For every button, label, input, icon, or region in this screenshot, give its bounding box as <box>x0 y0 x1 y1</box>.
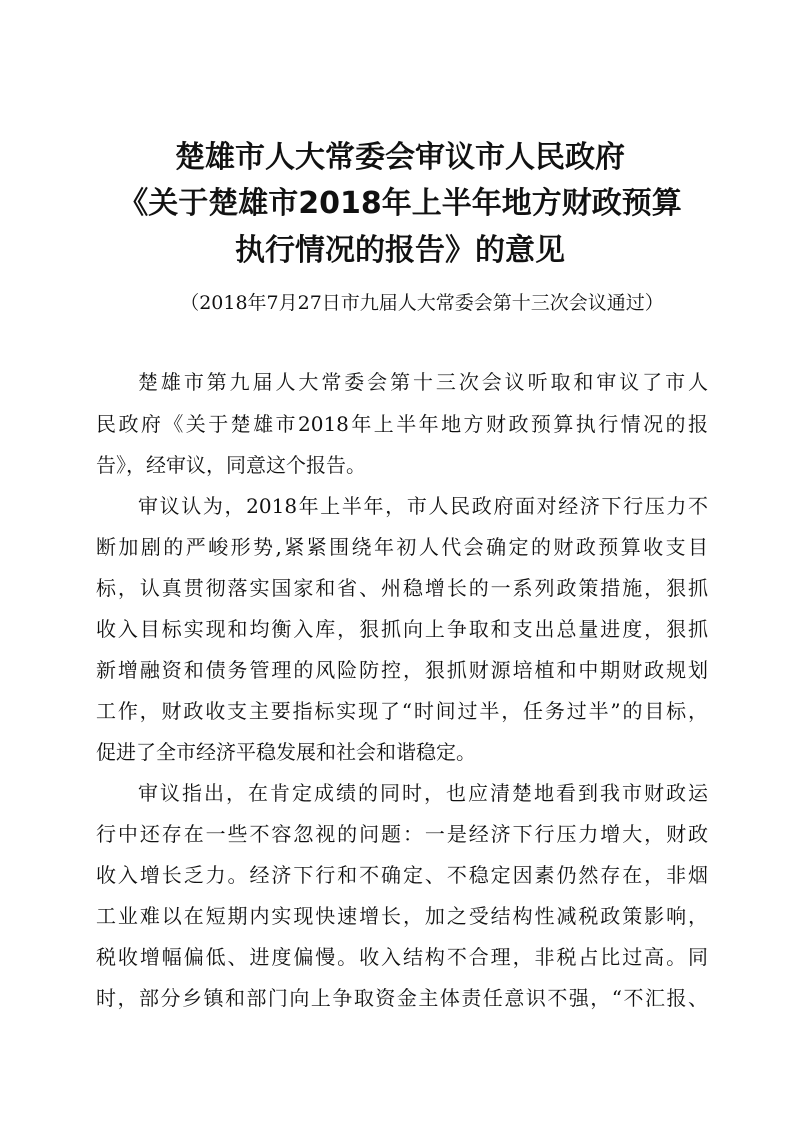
body-line: 楚雄市第九届人大常委会第十三次会议听取和审议了市人 <box>138 370 708 394</box>
body-line: 时，部分乡镇和部门向上争取资金主体责任意识不强，“不汇报、 <box>96 986 708 1010</box>
body-line: 工作，财政收支主要指标实现了“时间过半，任务过半”的目标， <box>96 699 708 723</box>
body-line: 促进了全市经济平稳发展和社会和谐稳定。 <box>96 740 476 764</box>
document-subtitle: （2018年7月27日市九届人大常委会第十三次会议通过） <box>180 292 664 314</box>
body-line: 新增融资和债务管理的风险防控，狠抓财源培植和中期财政规划 <box>96 658 708 682</box>
document-title-line-3: 执行情况的报告》的意见 <box>235 233 565 268</box>
body-line: 行中还存在一些不容忽视的问题：一是经济下行压力增大，财政 <box>96 822 708 846</box>
body-line: 收入增长乏力。经济下行和不确定、不稳定因素仍然存在，非烟 <box>96 863 708 887</box>
body-line: 审议认为，2018年上半年，市人民政府面对经济下行压力不 <box>138 494 708 518</box>
body-line: 审议指出，在肯定成绩的同时，也应清楚地看到我市财政运 <box>138 781 708 805</box>
body-line: 工业难以在短期内实现快速增长，加之受结构性减税政策影响， <box>96 904 708 928</box>
body-line: 告》，经审议，同意这个报告。 <box>96 453 366 477</box>
body-line: 民政府《关于楚雄市2018年上半年地方财政预算执行情况的报 <box>96 412 708 436</box>
body-line: 断加剧的严峻形势,紧紧围绕年初人代会确定的财政预算收支目 <box>96 535 708 559</box>
body-line: 税收增幅偏低、进度偏慢。收入结构不合理，非税占比过高。同 <box>96 945 708 969</box>
body-line: 收入目标实现和均衡入库，狠抓向上争取和支出总量进度，狠抓 <box>96 617 708 641</box>
document-title-line-1: 楚雄市人大常委会审议市人民政府 <box>175 140 625 175</box>
body-line: 标，认真贯彻落实国家和省、州稳增长的一系列政策措施，狠抓 <box>96 576 708 600</box>
document-title-line-2: 《关于楚雄市2018年上半年地方财政预算 <box>118 186 682 221</box>
